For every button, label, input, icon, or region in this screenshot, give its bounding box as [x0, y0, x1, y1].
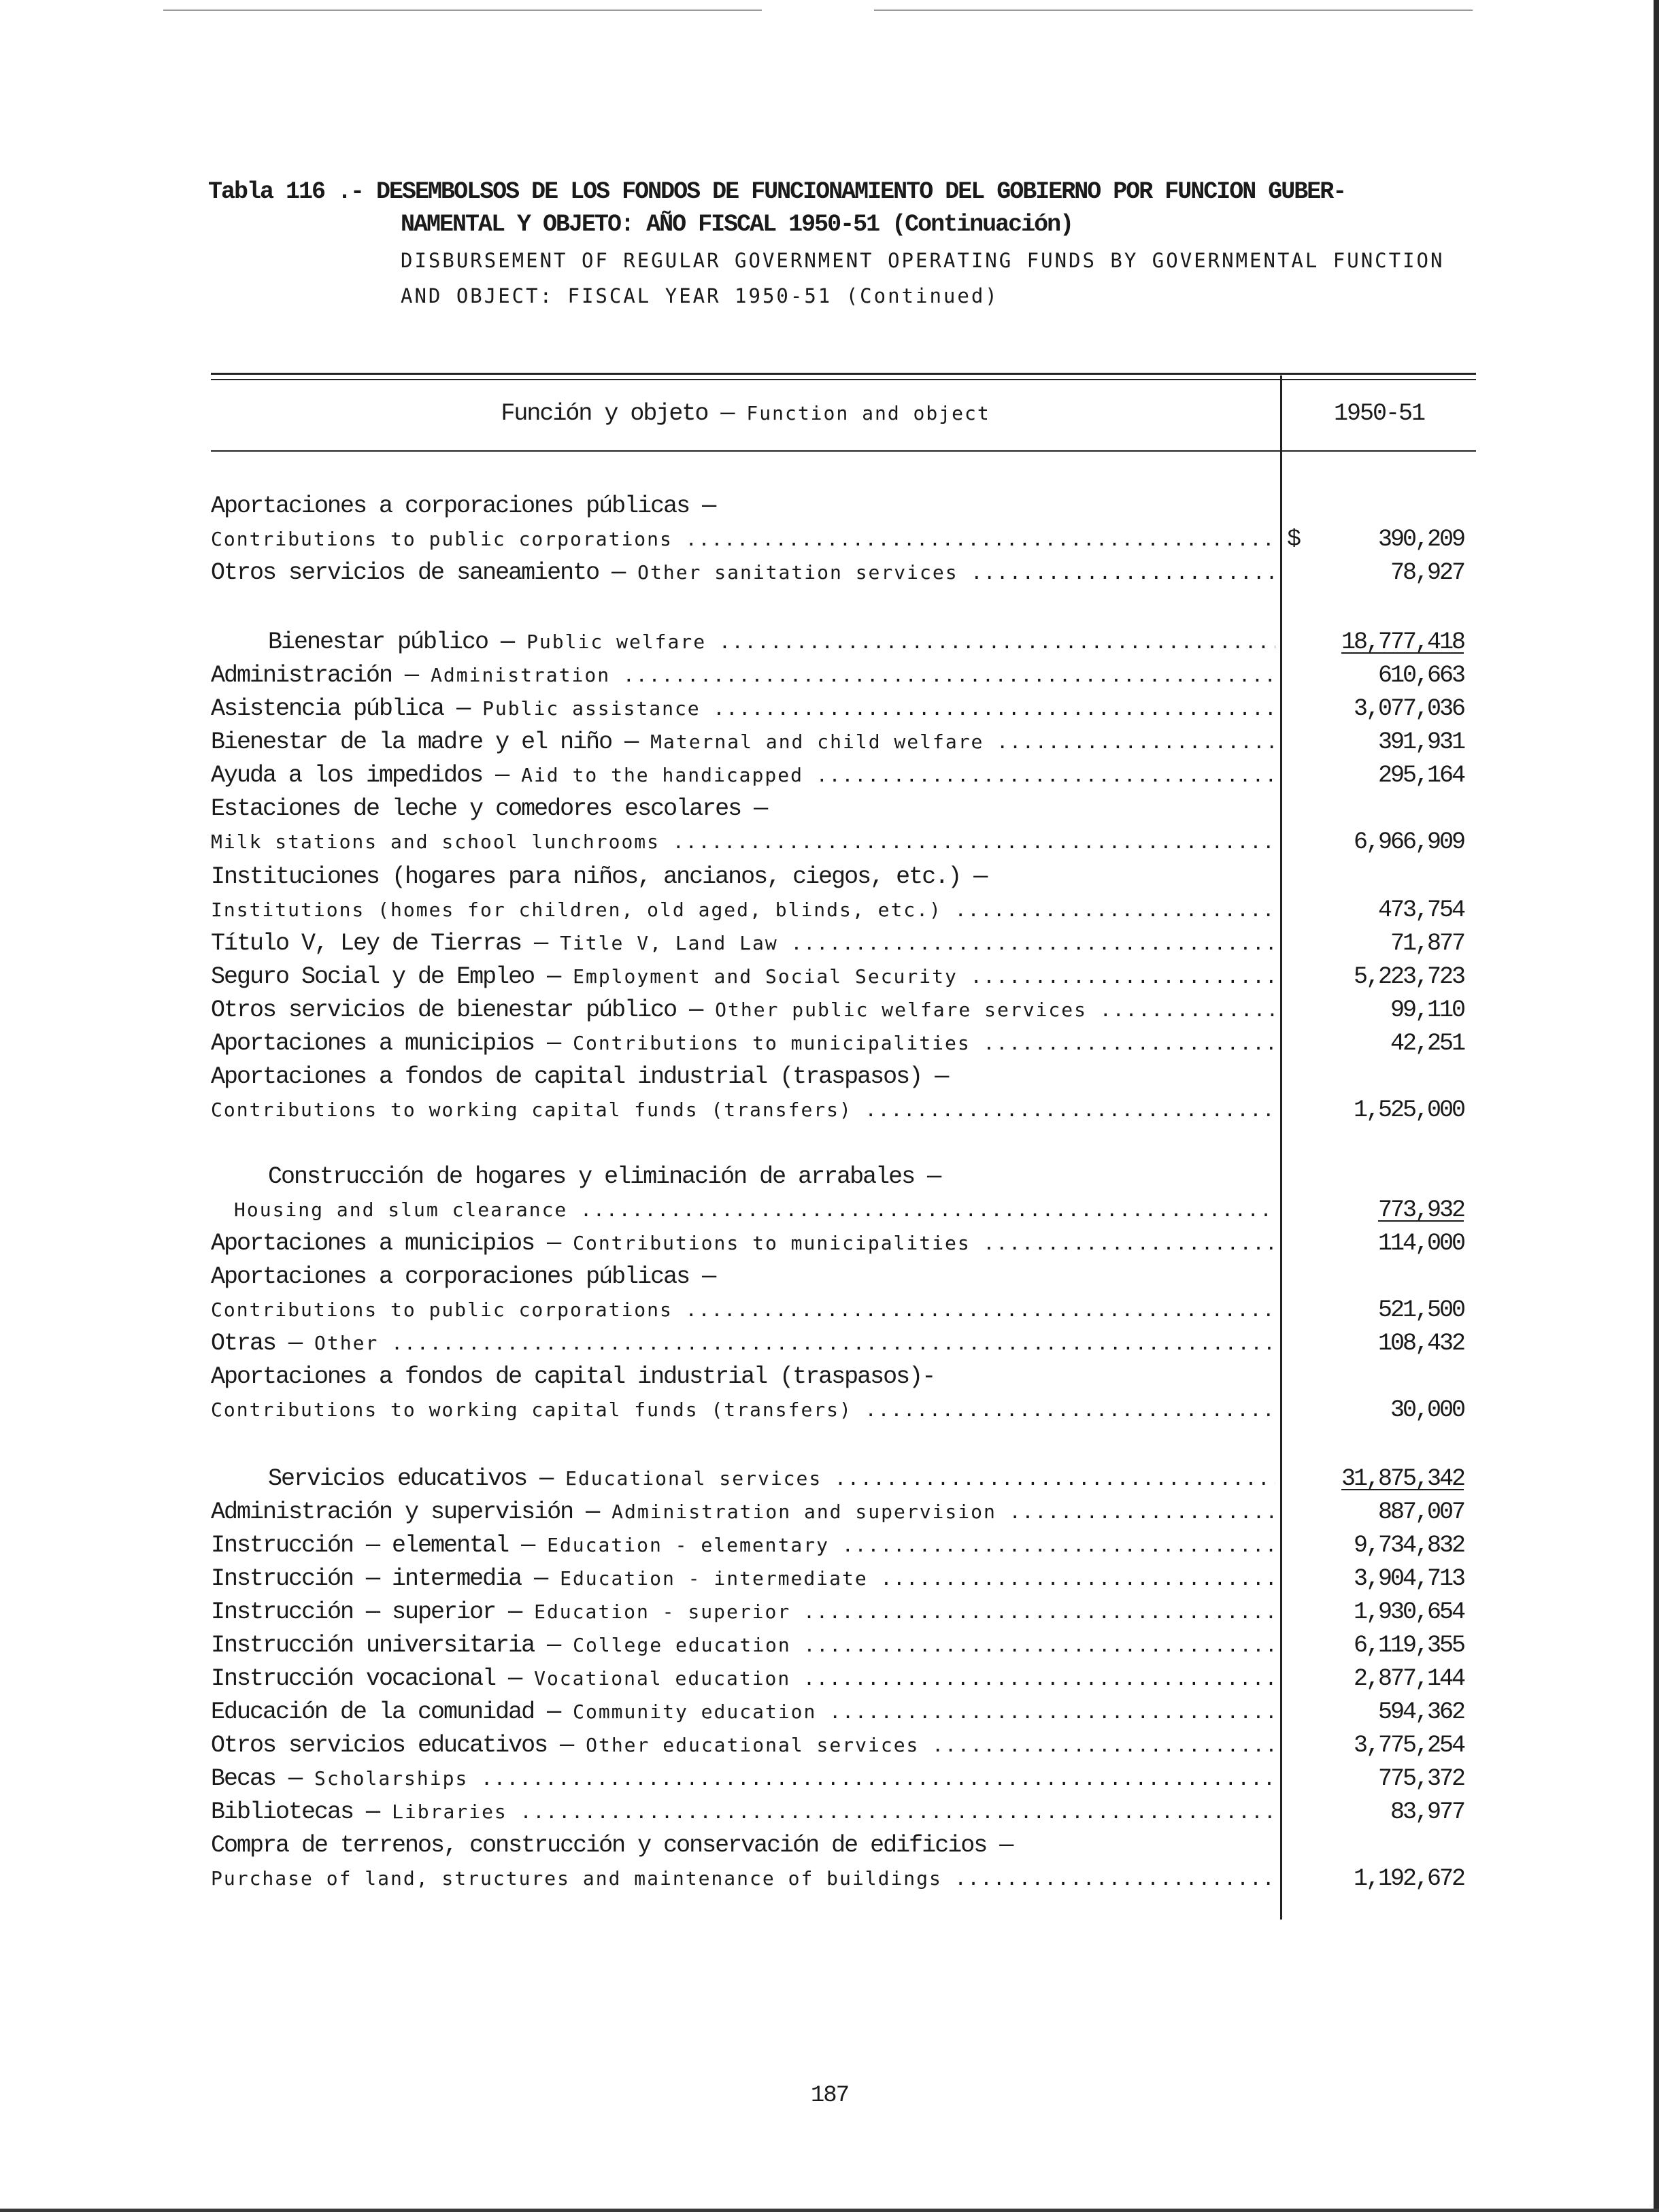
title-en-line-2: AND OBJECT: FISCAL YEAR 1950-51 (Continued)	[401, 284, 999, 307]
row-label: Administración — Administration .....	[211, 660, 1275, 690]
row-label: Contributions to working capital funds (transfers) .....	[211, 1395, 1275, 1425]
table-row	[211, 1664, 1476, 1694]
row-value: 521,500	[1377, 1296, 1464, 1324]
table-row	[211, 727, 1476, 757]
row-label: Seguro Social y de Empleo — Employment and Social Security .....	[211, 962, 1275, 992]
table-row	[211, 660, 1476, 690]
row-value: 594,362	[1377, 1698, 1464, 1726]
header-rule-top	[211, 373, 1476, 375]
table-row	[211, 895, 1476, 925]
table-row	[211, 1697, 1476, 1727]
row-value: 71,877	[1390, 930, 1464, 957]
scan-top-rule-right	[874, 10, 1473, 11]
table-row	[211, 1497, 1476, 1527]
row-value: 83,977	[1390, 1798, 1464, 1826]
row-value: 1,192,672	[1353, 1865, 1464, 1892]
row-label: Aportaciones a municipios — Contributions to municipalities .....	[211, 1028, 1275, 1058]
row-value: 390,209	[1377, 526, 1464, 553]
row-value: 99,110	[1390, 996, 1464, 1024]
row-label: Housing and slum clearance .....	[211, 1195, 1275, 1225]
row-value: 391,931	[1377, 728, 1464, 756]
data-table	[211, 373, 1476, 1922]
row-label: Aportaciones a fondos de capital industrial (traspasos)-	[211, 1363, 935, 1390]
row-value: 5,223,723	[1353, 963, 1464, 990]
row-value: 6,966,909	[1353, 828, 1464, 856]
scan-top-rule-left	[163, 10, 762, 11]
table-row	[211, 1764, 1476, 1794]
page-number: 187	[810, 2083, 849, 2109]
row-value: 31,875,342	[1341, 1465, 1464, 1492]
table-row	[211, 862, 1476, 892]
table-row	[211, 1597, 1476, 1627]
table-row	[211, 1730, 1476, 1760]
row-label: Bienestar público — Public welfare .....	[211, 627, 1275, 657]
table-row	[211, 1095, 1476, 1125]
title-en-line-1: DISBURSEMENT OF REGULAR GOVERNMENT OPERATING FUNDS BY GOVERNMENTAL FUNCTION	[401, 249, 1445, 272]
row-label: Aportaciones a fondos de capital industrial (traspasos) —	[211, 1063, 948, 1090]
header-label-en: Function and object	[746, 402, 990, 424]
row-label: Otros servicios de bienestar público — Other public welfare services .....	[211, 995, 1275, 1025]
header-label-es: Función y objeto	[501, 400, 708, 427]
row-label: Contributions to working capital funds (transfers) .....	[211, 1095, 1275, 1125]
column-header-function	[211, 400, 1280, 427]
table-row	[211, 760, 1476, 790]
row-label: Aportaciones a corporaciones públicas —	[211, 492, 716, 520]
row-value: 6,119,355	[1353, 1632, 1464, 1659]
row-label: Servicios educativos — Educational services .....	[211, 1464, 1275, 1494]
table-row	[211, 1564, 1476, 1594]
table-row	[211, 827, 1476, 857]
table-row	[211, 794, 1476, 824]
table-row	[211, 1864, 1476, 1894]
table-row	[211, 491, 1476, 521]
row-label: Otros servicios de saneamiento — Other sanitation services .....	[211, 558, 1275, 588]
title-es-line-1: Tabla 116 .- DESEMBOLSOS DE LOS FONDOS DE FUNCIONAMIENTO DEL GOBIERNO POR FUNCION GUBER-	[208, 178, 1346, 205]
table-row	[211, 1262, 1476, 1292]
table-row	[211, 1195, 1476, 1225]
row-label: Becas — Scholarships .....	[211, 1764, 1275, 1794]
currency-symbol: $	[1287, 526, 1302, 553]
title-es-line-2: NAMENTAL Y OBJETO: AÑO FISCAL 1950-51 (Continuación)	[401, 211, 1073, 238]
row-value: 108,432	[1377, 1330, 1464, 1357]
row-label: Educación de la comunidad — Community education .....	[211, 1697, 1275, 1727]
table-row	[211, 1362, 1476, 1392]
row-value: 42,251	[1390, 1030, 1464, 1057]
table-row-section	[211, 1464, 1476, 1494]
row-value: 114,000	[1377, 1230, 1464, 1257]
header-rule-bottom	[211, 450, 1476, 452]
row-label: Bienestar de la madre y el niño — Maternal and child welfare .....	[211, 727, 1275, 757]
row-value: 1,930,654	[1353, 1598, 1464, 1626]
row-label: Compra de terrenos, construcción y conservación de edificios —	[211, 1832, 1013, 1859]
row-value: 773,932	[1377, 1196, 1464, 1224]
row-label: Asistencia pública — Public assistance .....	[211, 694, 1275, 724]
row-label: Contributions to public corporations .....	[211, 1295, 1275, 1325]
table-row	[211, 1395, 1476, 1425]
table-row	[211, 524, 1476, 554]
header-rule-top-2	[211, 379, 1476, 380]
table-row	[211, 694, 1476, 724]
row-value: 3,775,254	[1353, 1732, 1464, 1759]
table-row	[211, 1295, 1476, 1325]
header-dash: —	[707, 400, 747, 427]
row-label: Contributions to public corporations .....	[211, 524, 1275, 554]
table-row	[211, 995, 1476, 1025]
table-row	[211, 1797, 1476, 1827]
row-label: Aportaciones a corporaciones públicas —	[211, 1263, 716, 1290]
row-label: Milk stations and school lunchrooms .....	[211, 827, 1275, 857]
row-label: Instrucción universitaria — College education .....	[211, 1630, 1275, 1660]
row-value: 2,877,144	[1353, 1665, 1464, 1692]
page-edge-bottom	[0, 2209, 1659, 2212]
row-label: Administración y supervisión — Administration and supervision .....	[211, 1497, 1275, 1527]
table-row	[211, 558, 1476, 588]
table-row	[211, 1830, 1476, 1860]
row-label: Título V, Ley de Tierras — Title V, Land Law .....	[211, 928, 1275, 958]
row-label: Construcción de hogares y eliminación de arrabales —	[268, 1163, 941, 1190]
row-value: 295,164	[1377, 762, 1464, 789]
table-row	[211, 1228, 1476, 1258]
row-value: 1,525,000	[1353, 1096, 1464, 1124]
row-value: 610,663	[1377, 662, 1464, 689]
row-value: 3,077,036	[1353, 695, 1464, 722]
column-header-year: 1950-51	[1333, 400, 1425, 427]
table-row	[211, 928, 1476, 958]
row-label: Instrucción — elemental — Education - elementary .....	[211, 1530, 1275, 1560]
table-row	[211, 1328, 1476, 1358]
row-label: Bibliotecas — Libraries .....	[211, 1797, 1275, 1827]
row-value: 775,372	[1377, 1765, 1464, 1792]
table-row	[211, 1028, 1476, 1058]
row-value: 9,734,832	[1353, 1532, 1464, 1559]
row-label: Otras — Other .....	[211, 1328, 1275, 1358]
row-label: Institutions (homes for children, old aged, blinds, etc.) .....	[211, 895, 1275, 925]
row-value: 887,007	[1377, 1498, 1464, 1526]
row-label: Instrucción vocacional — Vocational education .....	[211, 1664, 1275, 1694]
table-row	[211, 962, 1476, 992]
row-value: 78,927	[1390, 559, 1464, 586]
row-value: 18,777,418	[1341, 629, 1464, 656]
table-row	[211, 1530, 1476, 1560]
table-row	[211, 1062, 1476, 1092]
row-label: Otros servicios educativos — Other educational services .....	[211, 1730, 1275, 1760]
row-value: 473,754	[1377, 896, 1464, 924]
table-row-section	[211, 1162, 1476, 1192]
row-label: Estaciones de leche y comedores escolares —	[211, 795, 767, 822]
row-label: Instrucción — intermedia — Education - intermediate .....	[211, 1564, 1275, 1594]
table-row-section	[211, 627, 1476, 657]
row-label: Instrucción — superior — Education - superior .....	[211, 1597, 1275, 1627]
row-label: Purchase of land, structures and maintenance of buildings .....	[211, 1864, 1275, 1894]
page-edge	[1654, 0, 1659, 2212]
row-label: Instituciones (hogares para niños, ancianos, ciegos, etc.) —	[211, 863, 987, 890]
row-label: Ayuda a los impedidos — Aid to the handicapped .....	[211, 760, 1275, 790]
table-row	[211, 1630, 1476, 1660]
row-value: 30,000	[1390, 1396, 1464, 1424]
row-value: 3,904,713	[1353, 1565, 1464, 1592]
row-label: Aportaciones a municipios — Contributions to municipalities .....	[211, 1228, 1275, 1258]
